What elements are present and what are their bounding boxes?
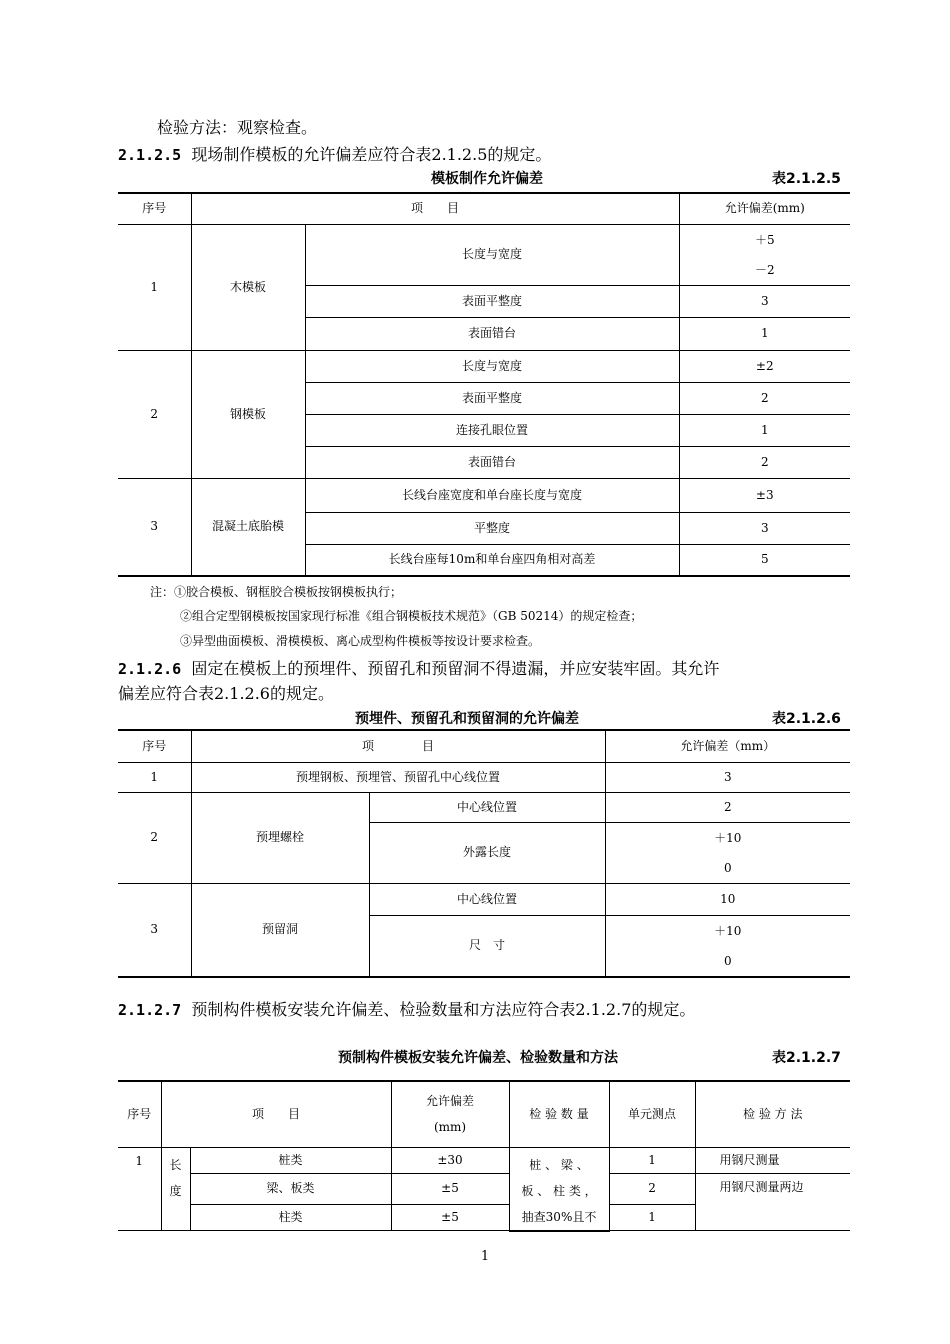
row-item: 尺 寸	[369, 915, 605, 977]
row-tolerance: ±5	[391, 1205, 509, 1231]
quantity-line-2: 板 、 柱 类 ，	[521, 1183, 597, 1198]
row-points: 1	[609, 1147, 695, 1173]
row-group	[161, 1147, 190, 1231]
group-char-2: 度	[169, 1183, 182, 1198]
row-item: 表面错台	[305, 446, 679, 478]
table-embedded-parts-tolerance	[118, 729, 850, 978]
header-method: 检 验 方 法	[695, 1081, 850, 1147]
clause-text: 固定在模板上的预埋件、预留孔和预留洞不得遗漏，并应安装牢固。其允许	[191, 659, 720, 678]
row-group: 木模板	[191, 224, 305, 350]
table-1-number: 表2.1.2.5	[772, 171, 841, 187]
table-2-title: 预埋件、预留孔和预留洞的允许偏差	[355, 711, 579, 727]
table-3-number: 表2.1.2.7	[772, 1050, 841, 1066]
clause-2-1-2-5	[118, 142, 551, 165]
table-precast-formwork	[118, 1080, 850, 1232]
row-tolerance: ±30	[391, 1147, 509, 1173]
header-tolerance: 允许偏差（mm）	[605, 730, 850, 762]
row-tolerance: 10	[605, 883, 850, 915]
row-item: 中心线位置	[369, 792, 605, 822]
row-tolerance: ±2	[679, 350, 850, 382]
page-number: 1	[480, 1249, 490, 1264]
header-points: 单元测点	[609, 1081, 695, 1147]
table-2-number: 表2.1.2.6	[772, 711, 841, 727]
row-item: 表面平整度	[305, 285, 679, 317]
table-1-note-3: ③异型曲面模板、滑模模板、离心成型构件模板等按设计要求检查。	[180, 634, 541, 648]
row-quantity	[509, 1147, 609, 1231]
row-item: 长度与宽度	[305, 224, 679, 285]
row-tolerance: 3	[679, 285, 850, 317]
row-tolerance	[605, 915, 850, 977]
row-tolerance: 1	[679, 414, 850, 446]
row-item: 表面错台	[305, 317, 679, 350]
header-seq: 序号	[118, 1081, 161, 1147]
header-tolerance-line-2: (mm)	[433, 1120, 467, 1135]
table-1-note-1: 注：①胶合模板、钢框胶合模板按钢模板执行；	[150, 585, 403, 599]
clause-text: 预制构件模板安装允许偏差、检验数量和方法应符合表2.1.2.7的规定。	[191, 1000, 696, 1019]
header-tolerance: 允许偏差(mm)	[679, 193, 850, 224]
row-seq: 1	[118, 1147, 161, 1231]
row-tolerance: ±3	[679, 478, 850, 512]
table-formwork-tolerance	[118, 192, 850, 577]
row-method: 用钢尺测量	[695, 1147, 850, 1173]
row-tolerance: 2	[679, 382, 850, 414]
row-tolerance: 5	[679, 544, 850, 576]
tolerance-upper: ＋5	[754, 232, 775, 247]
row-points: 1	[609, 1205, 695, 1231]
row-item: 表面平整度	[305, 382, 679, 414]
clause-2-1-2-6-cont: 偏差应符合表2.1.2.6的规定。	[118, 684, 334, 703]
quantity-line-1: 桩 、 梁 、	[529, 1157, 589, 1172]
row-tolerance: 1	[679, 317, 850, 350]
tolerance-lower: 0	[723, 860, 732, 875]
row-tolerance: 2	[679, 446, 850, 478]
row-group: 钢模板	[191, 350, 305, 478]
table-1-title: 模板制作允许偏差	[431, 171, 543, 187]
row-tolerance	[605, 822, 850, 883]
table-3-title: 预制构件模板安装允许偏差、检验数量和方法	[338, 1050, 618, 1066]
row-seq: 3	[118, 478, 191, 576]
row-item: 中心线位置	[369, 883, 605, 915]
row-tolerance: 3	[605, 762, 850, 792]
row-item: 预埋钢板、预埋管、预留孔中心线位置	[191, 762, 605, 792]
row-seq: 3	[118, 883, 191, 977]
row-seq: 2	[118, 350, 191, 478]
row-method: 用钢尺测量两边	[695, 1173, 850, 1231]
intro-line: 检验方法：观察检查。	[157, 118, 318, 137]
row-group: 预埋螺栓	[191, 792, 369, 883]
row-group: 混凝土底胎模	[191, 478, 305, 576]
clause-2-1-2-6	[118, 656, 719, 679]
row-tolerance: 2	[605, 792, 850, 822]
header-item: 项 目	[191, 193, 679, 224]
header-item: 项 目	[161, 1081, 391, 1147]
header-item: 项 目	[191, 730, 605, 762]
row-tolerance	[679, 224, 850, 285]
row-item: 桩类	[190, 1147, 391, 1173]
row-seq: 1	[118, 224, 191, 350]
row-group: 预留洞	[191, 883, 369, 977]
header-tolerance	[391, 1081, 509, 1147]
clause-text: 现场制作模板的允许偏差应符合表2.1.2.5的规定。	[191, 145, 552, 164]
tolerance-upper: ＋10	[714, 923, 742, 938]
header-seq: 序号	[118, 730, 191, 762]
clause-number: 2.1.2.7	[118, 1001, 182, 1019]
row-seq: 2	[118, 792, 191, 883]
table-1-note-2: ②组合定型钢模板按国家现行标准《组合钢模板技术规范》（GB 50214）的规定检查；	[180, 609, 643, 623]
clause-number: 2.1.2.5	[118, 146, 182, 164]
row-item: 柱类	[190, 1205, 391, 1231]
clause-2-1-2-7	[118, 997, 695, 1020]
tolerance-lower: 0	[723, 953, 732, 968]
group-char-1: 长	[169, 1157, 182, 1172]
row-item: 连接孔眼位置	[305, 414, 679, 446]
quantity-line-3: 抽查30%且不	[521, 1209, 597, 1224]
row-tolerance: ±5	[391, 1173, 509, 1205]
row-item: 外露长度	[369, 822, 605, 883]
row-item: 长度与宽度	[305, 350, 679, 382]
header-quantity: 检 验 数 量	[509, 1081, 609, 1147]
row-tolerance: 3	[679, 512, 850, 544]
row-item: 长线台座每10m和单台座四角相对高差	[305, 544, 679, 576]
row-seq: 1	[118, 762, 191, 792]
tolerance-lower: －2	[754, 262, 775, 277]
row-item: 梁、板类	[190, 1173, 391, 1205]
header-seq: 序号	[118, 193, 191, 224]
row-points: 2	[609, 1173, 695, 1205]
row-item: 平整度	[305, 512, 679, 544]
clause-number: 2.1.2.6	[118, 660, 182, 678]
header-tolerance-line-1: 允许偏差	[426, 1094, 475, 1109]
row-item: 长线台座宽度和单台座长度与宽度	[305, 478, 679, 512]
tolerance-upper: ＋10	[714, 830, 742, 845]
